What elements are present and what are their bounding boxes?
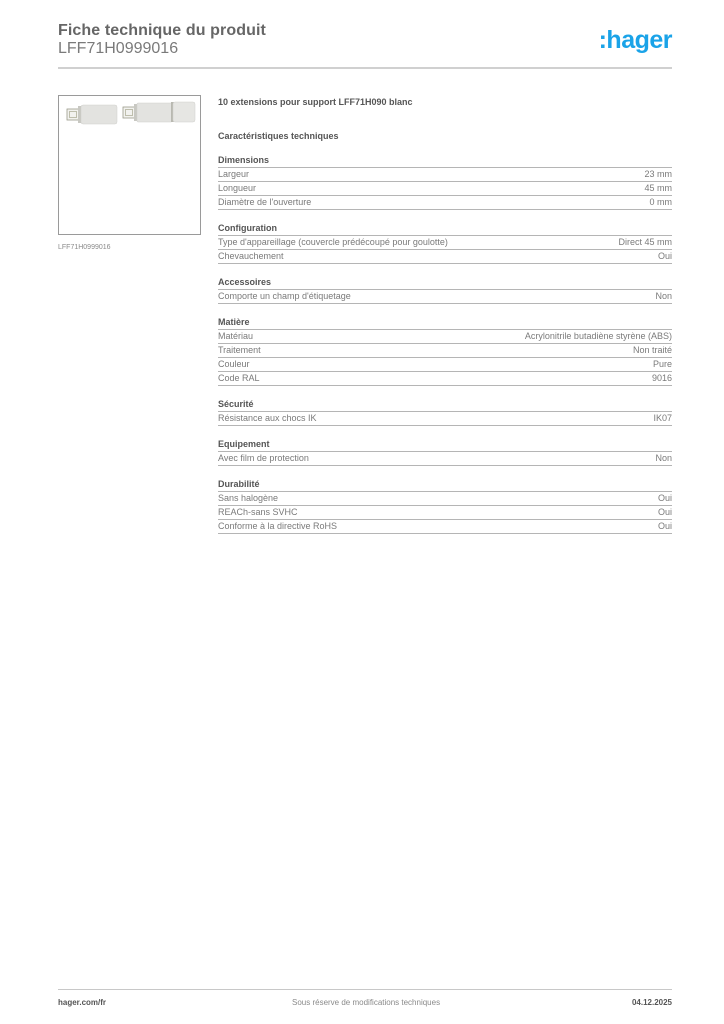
specs-heading: Caractéristiques techniques <box>218 131 339 141</box>
table-row <box>218 236 672 250</box>
row-label: Conforme à la directive RoHS <box>218 521 338 531</box>
row-label: Avec film de protection <box>218 453 309 463</box>
table-row <box>218 358 672 372</box>
group-matiere <box>218 316 672 386</box>
row-label: REACh-sans SVHC <box>218 507 298 517</box>
product-reference: LFF71H0999016 <box>58 40 179 57</box>
row-value: Oui <box>657 251 672 261</box>
group-accessoires <box>218 276 672 304</box>
table-row <box>218 330 672 344</box>
footer-divider <box>58 989 672 990</box>
row-value: 23 mm <box>644 169 672 179</box>
product-name: 10 extensions pour support LFF71H090 blanc <box>218 97 413 107</box>
product-illustration-icon <box>61 100 199 132</box>
table-row <box>218 290 672 304</box>
footer-date: 04.12.2025 <box>631 998 672 1007</box>
group-securite <box>218 398 672 426</box>
row-value: Non <box>655 453 672 463</box>
table-row <box>218 182 672 196</box>
table-row <box>218 520 672 534</box>
group-dimensions <box>218 154 672 210</box>
row-label: Longueur <box>218 183 257 193</box>
row-label: Type d'appareillage (couvercle prédécoupé pour goulotte) <box>218 237 448 247</box>
row-value: Oui <box>657 521 672 531</box>
group-equipement <box>218 438 672 466</box>
row-label: Traitement <box>218 345 261 355</box>
row-value: Oui <box>657 507 672 517</box>
footer-disclaimer: Sous réserve de modifications techniques <box>292 998 441 1007</box>
hager-logo: :hager <box>598 26 672 54</box>
page-footer <box>58 998 672 1010</box>
row-label: Couleur <box>218 359 250 369</box>
product-image <box>58 95 201 235</box>
row-label: Largeur <box>218 169 250 179</box>
page-header <box>58 20 672 70</box>
row-label: Matériau <box>218 331 254 341</box>
table-row <box>218 168 672 182</box>
table-row <box>218 412 672 426</box>
group-durabilite <box>218 478 672 534</box>
group-title: Accessoires <box>218 276 672 290</box>
group-title: Configuration <box>218 222 672 236</box>
row-label: Comporte un champ d'étiquetage <box>218 291 351 301</box>
group-title: Dimensions <box>218 154 672 168</box>
group-title: Durabilité <box>218 478 672 492</box>
row-label: Sans halogène <box>218 493 279 503</box>
row-value: 0 mm <box>649 197 672 207</box>
group-title: Matière <box>218 316 672 330</box>
group-title: Equipement <box>218 438 672 452</box>
row-label: Chevauchement <box>218 251 284 261</box>
table-row <box>218 372 672 386</box>
row-value: Non traité <box>632 345 672 355</box>
header-divider <box>58 67 672 69</box>
row-value: Non <box>655 291 672 301</box>
row-value: Direct 45 mm <box>618 237 672 247</box>
group-configuration <box>218 222 672 264</box>
image-caption: LFF71H0999016 <box>58 244 111 251</box>
row-value: IK07 <box>653 413 672 423</box>
row-label: Code RAL <box>218 373 260 383</box>
document-title: Fiche technique du produit <box>58 22 266 39</box>
row-value: Pure <box>652 359 672 369</box>
row-label: Diamètre de l'ouverture <box>218 197 312 207</box>
row-value: Acrylonitrile butadiène styrène (ABS) <box>524 331 672 341</box>
row-value: 9016 <box>651 373 672 383</box>
table-row <box>218 344 672 358</box>
table-row <box>218 506 672 520</box>
table-row <box>218 196 672 210</box>
footer-website-link[interactable]: hager.com/fr <box>58 998 107 1007</box>
table-row <box>218 250 672 264</box>
row-value: Oui <box>657 493 672 503</box>
spec-content <box>218 96 672 534</box>
group-title: Sécurité <box>218 398 672 412</box>
table-row <box>218 492 672 506</box>
row-value: 45 mm <box>644 183 672 193</box>
table-row <box>218 452 672 466</box>
row-label: Résistance aux chocs IK <box>218 413 317 423</box>
